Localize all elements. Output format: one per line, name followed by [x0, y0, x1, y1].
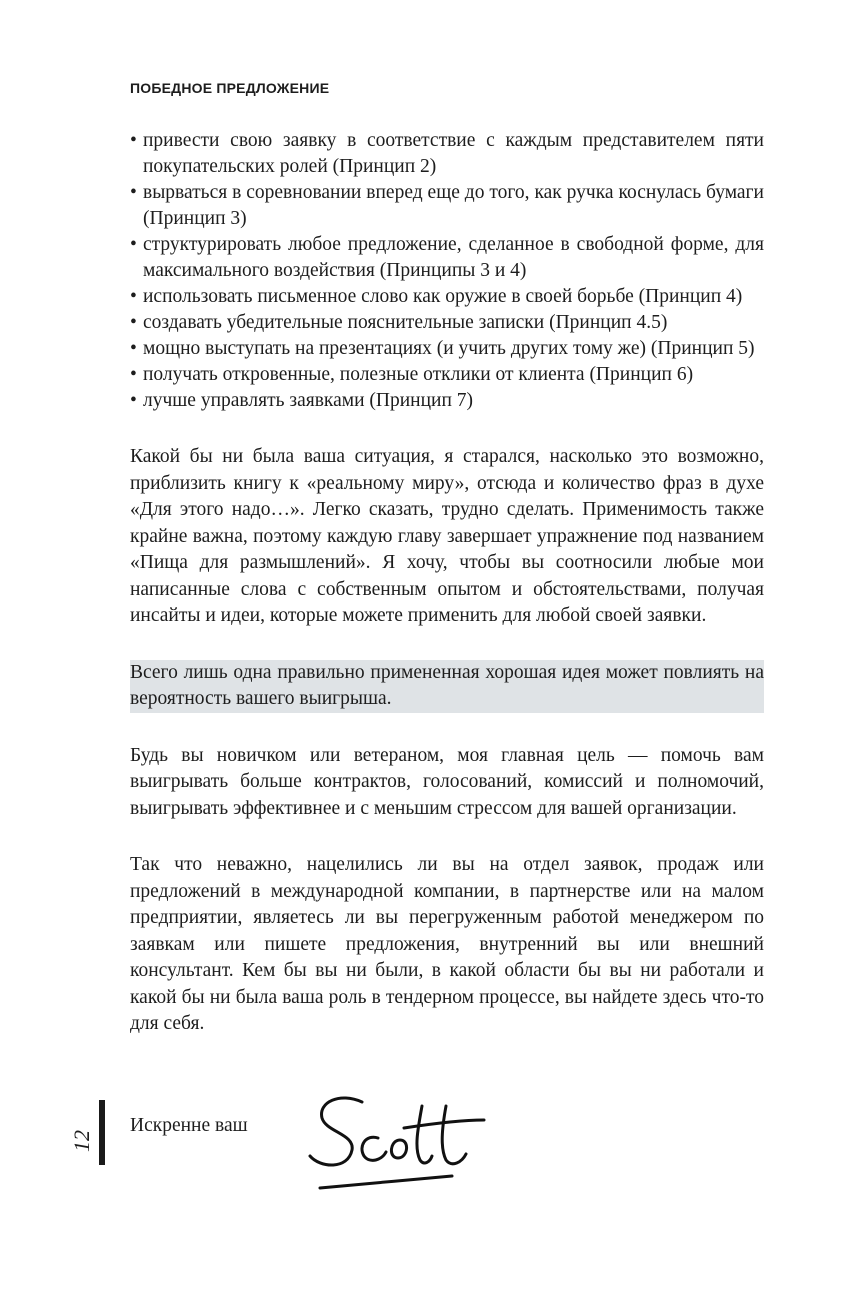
list-item: • структурировать любое предложение, сделанное в свободной форме, для максимального воздействия (Принципы 3 и 4): [130, 232, 764, 284]
list-item: • лучше управлять заявками (Принцип 7): [130, 388, 764, 414]
page-number: 12: [69, 1130, 94, 1152]
highlighted-quote: [130, 660, 764, 713]
signature-image: [300, 1088, 490, 1198]
paragraph-main-goal: Будь вы новичком или ветераном, моя главная цель — помочь вам выигрывать больше контрактов, голосований, комиссий и полномочий, выигрывать эффективнее и с меньшим стрессом для вашей организации.: [130, 744, 764, 819]
bullet-list: [130, 128, 764, 414]
list-item: • создавать убедительные пояснительные записки (Принцип 4.5): [130, 310, 764, 336]
list-item: • вырваться в соревновании вперед еще до того, как ручка коснулась бумаги (Принцип 3): [130, 180, 764, 232]
list-item: • привести свою заявку в соответствие с каждым представителем пяти покупательских ролей (Принцип 2): [130, 128, 764, 180]
page-body: [130, 128, 764, 1038]
list-item: • использовать письменное слово как оружие в своей борьбе (Принцип 4): [130, 284, 764, 310]
paragraph-audience: Так что неважно, нацелились ли вы на отдел заявок, продаж или предложений в международной компании, в партнерстве или на малом предприятии, являетесь ли вы перегруженным работой менеджером по заявкам или пишете предложения, внутренний вы или внешний консультант. Кем бы вы ни были, в какой области бы вы ни работали и какой бы ни была ваша роль в тендерном процессе, вы найдете здесь что-то для себя.: [130, 854, 764, 1034]
highlighted-quote-text: Всего лишь одна правильно примененная хорошая идея может повлиять на вероятность вашего выигрыша.: [130, 661, 764, 709]
paragraph-real-world: Какой бы ни была ваша ситуация, я старался, насколько это возможно, приблизить книгу к «реальному миру», отсюда и количество фраз в духе «Для этого надо…». Легко сказать, трудно сделать. Применимость также крайне важна, поэтому каждую главу завершает упражнение под названием «Пища для размышлений». Я хочу, чтобы вы соотносили любые мои написанные слова с собственным опытом и обстоятельствами, получая инсайты и идеи, которые можете применить для любой своей заявки.: [130, 446, 764, 626]
page-number-bar: [99, 1100, 105, 1165]
list-item: • мощно выступать на презентациях (и учить других тому же) (Принцип 5): [130, 336, 764, 362]
list-item: • получать откровенные, полезные отклики от клиента (Принцип 6): [130, 362, 764, 388]
running-title: ПОБЕДНОЕ ПРЕДЛОЖЕНИЕ: [130, 80, 330, 96]
closing-salutation: Искренне ваш: [130, 1115, 248, 1136]
